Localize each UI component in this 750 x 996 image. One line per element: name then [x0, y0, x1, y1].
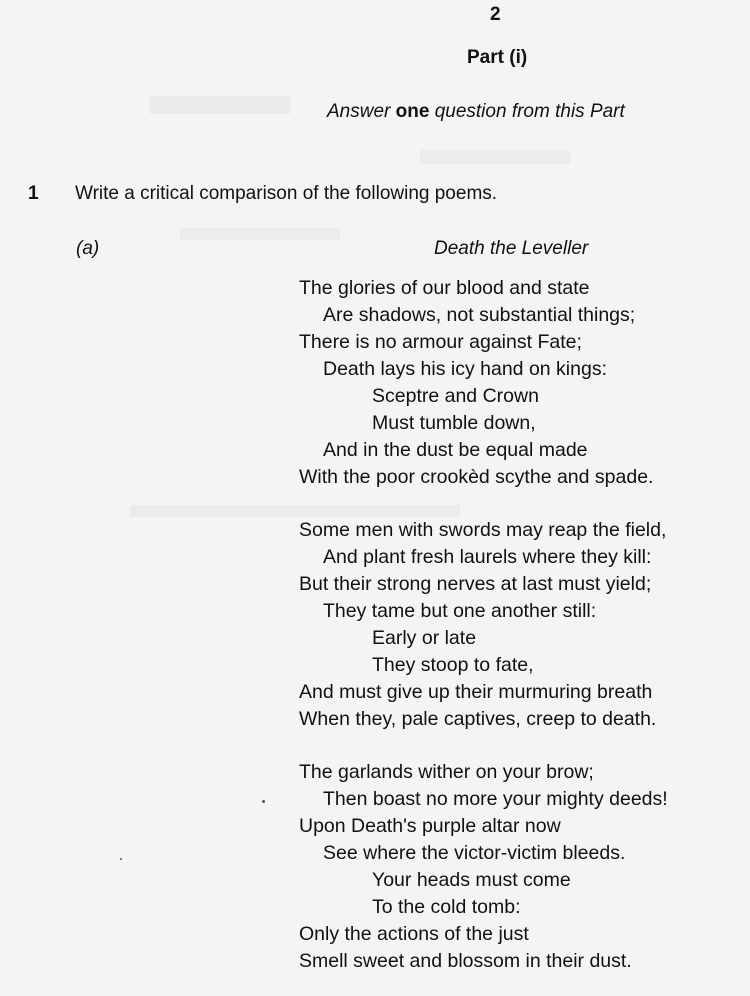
poem-line: Your heads must come — [372, 869, 571, 891]
poem-stanza — [299, 275, 739, 491]
poem-stanza — [299, 517, 739, 733]
question-number: 1 — [28, 183, 39, 204]
question-text: Write a critical comparison of the following poems. — [75, 183, 498, 204]
instruction-suffix: question from this Part — [429, 101, 625, 122]
poem-line: The glories of our blood and state — [299, 277, 590, 299]
poem-line: They tame but one another still: — [323, 600, 597, 622]
scan-speck — [120, 858, 122, 860]
poem-line: Are shadows, not substantial things; — [323, 304, 636, 326]
page-number: 2 — [490, 4, 501, 25]
poem-line: There is no armour against Fate; — [299, 331, 582, 353]
poem-line: See where the victor-victim bleeds. — [323, 842, 626, 864]
poem-line: The garlands wither on your brow; — [299, 761, 594, 783]
poem-line: When they, pale captives, creep to death. — [299, 708, 657, 730]
part-title: Part (i) — [467, 47, 528, 68]
show-through-mark — [180, 228, 340, 240]
poem-line: Smell sweet and blossom in their dust. — [299, 950, 632, 972]
poem-line: But their strong nerves at last must yield; — [299, 573, 652, 595]
poem-line: Early or late — [372, 627, 477, 649]
poem-line: Death lays his icy hand on kings: — [323, 358, 607, 380]
poem-stanza — [299, 759, 739, 975]
poem-title: Death the Leveller — [434, 238, 589, 259]
show-through-mark — [420, 150, 570, 164]
poem-body — [299, 275, 739, 996]
poem-line: Some men with swords may reap the field, — [299, 519, 667, 541]
poem-line: And must give up their murmuring breath — [299, 681, 653, 703]
poem-line: To the cold tomb: — [372, 896, 521, 918]
poem-line: Upon Death's purple altar now — [299, 815, 561, 837]
poem-line: Sceptre and Crown — [372, 385, 539, 407]
poem-line: Then boast no more your mighty deeds! — [323, 788, 668, 810]
question-sub-label: (a) — [76, 238, 100, 259]
part-instruction — [327, 101, 625, 123]
poem-line: With the poor crookèd scythe and spade. — [299, 466, 654, 488]
instruction-emphasis: one — [395, 101, 430, 122]
poem-line: They stoop to fate, — [372, 654, 534, 676]
poem-line: Only the actions of the just — [299, 923, 529, 945]
poem-line: Must tumble down, — [372, 412, 536, 434]
show-through-mark — [150, 96, 290, 114]
poem-line: And in the dust be equal made — [323, 439, 588, 461]
poem-line: And plant fresh laurels where they kill: — [323, 546, 652, 568]
scan-speck — [262, 800, 265, 803]
instruction-prefix: Answer — [327, 101, 396, 122]
